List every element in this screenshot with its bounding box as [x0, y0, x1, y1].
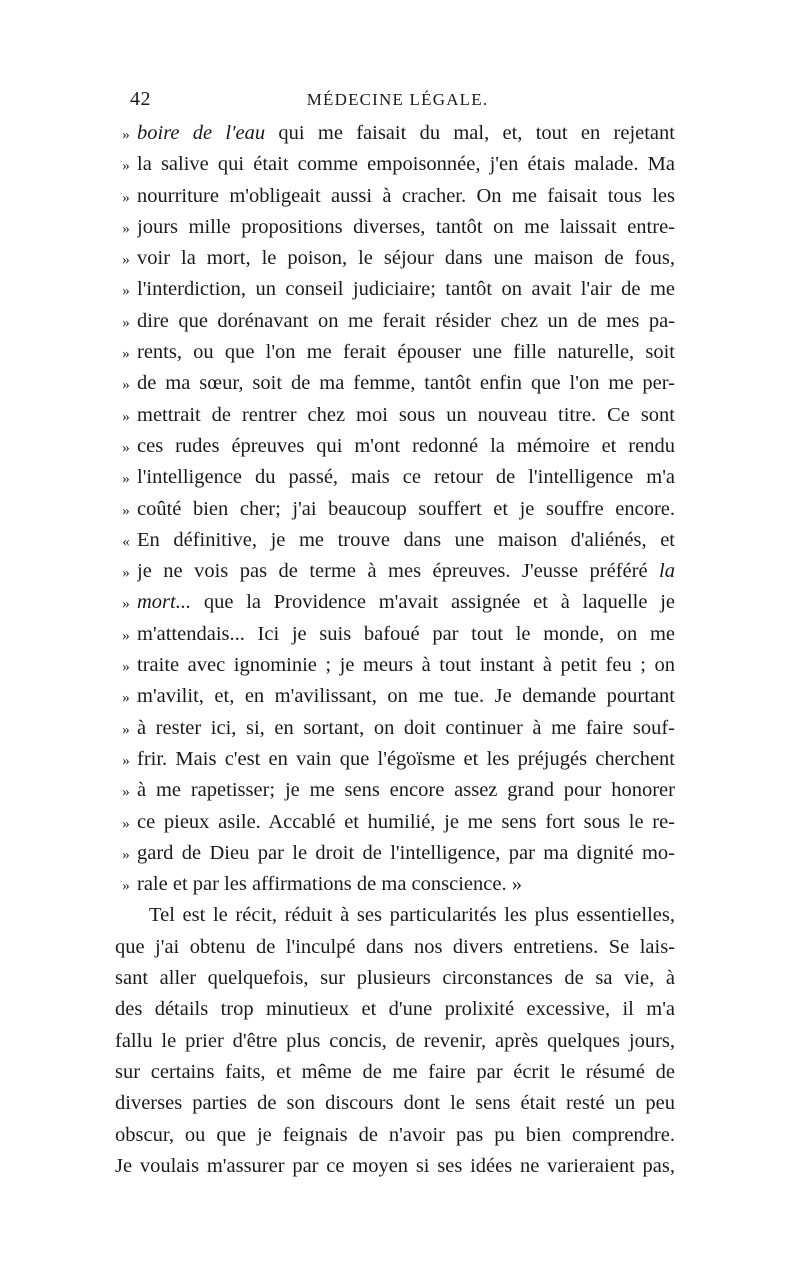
- quote-mark: »: [122, 627, 130, 644]
- quote-mark: »: [122, 158, 130, 175]
- line-text: à me rapetisser; je me sens encore assez grand pour honorer: [137, 779, 675, 802]
- line-text: dire que dorénavant on me ferait résider chez un de mes pa-: [137, 309, 675, 332]
- quote-mark: »: [122, 596, 130, 613]
- quote-mark: »: [122, 408, 130, 425]
- quoted-line: [115, 181, 675, 212]
- quoted-line: [115, 494, 675, 525]
- quoted-line: [115, 149, 675, 180]
- line-text: boire de l'eau qui me faisait du mal, et, tout en rejetant: [137, 122, 675, 144]
- quoted-line: [115, 368, 675, 399]
- quoted-line: [115, 400, 675, 431]
- line-text: jours mille propositions diverses, tantôt on me laissait entre-: [137, 215, 675, 238]
- quoted-line: [115, 587, 675, 618]
- line-text: de ma sœur, soit de ma femme, tantôt enfin que l'on me per-: [137, 372, 675, 395]
- page-number: 42: [130, 88, 151, 110]
- paragraph-line: [115, 963, 675, 994]
- body-text: [115, 118, 675, 1182]
- running-title: MÉDECINE LÉGALE.: [306, 90, 489, 109]
- line-text: m'attendais... Ici je suis bafoué par tout le monde, on me: [137, 622, 675, 645]
- quoted-line: [115, 556, 675, 587]
- quoted-line: [115, 462, 675, 493]
- line-text: rents, ou que l'on me ferait épouser une fille naturelle, soit: [137, 341, 675, 364]
- line-text: coûté bien cher; j'ai beaucoup souffert et je souffre encore.: [137, 497, 675, 520]
- quote-mark: »: [122, 127, 130, 143]
- quote-mark: »: [122, 377, 130, 394]
- quoted-line: [115, 775, 675, 806]
- line-text: Tel est le récit, réduit à ses particularités les plus essentielles,: [149, 904, 675, 927]
- quote-mark: »: [122, 346, 130, 363]
- line-text: à rester ici, si, en sortant, on doit continuer à me faire souf-: [137, 716, 675, 739]
- quoted-line: [115, 869, 675, 900]
- line-text: m'avilit, et, en m'avilissant, on me tue. Je demande pourtant: [137, 685, 675, 708]
- line-text: traite avec ignominie ; je meurs à tout instant à petit feu ; on: [137, 654, 675, 677]
- paragraph-line: [115, 1026, 675, 1057]
- quoted-line: [115, 838, 675, 869]
- quoted-line: [115, 744, 675, 775]
- quoted-line: [115, 681, 675, 712]
- line-text: l'interdiction, un conseil judiciaire; tantôt on avait l'air de me: [137, 278, 675, 301]
- line-text: que j'ai obtenu de l'inculpé dans nos divers entretiens. Se lais-: [115, 935, 675, 958]
- quoted-line: [115, 118, 675, 149]
- line-text: des détails trop minutieux et d'une prolixité excessive, il m'a: [115, 998, 675, 1021]
- quoted-line: [115, 306, 675, 337]
- quoted-line: [115, 274, 675, 305]
- quoted-line: [115, 431, 675, 462]
- quote-mark: »: [122, 252, 130, 269]
- quote-mark: »: [122, 752, 130, 769]
- line-text: la salive qui était comme empoisonnée, j'en étais malade. Ma: [137, 153, 675, 176]
- quoted-line: [115, 525, 675, 556]
- line-text: nourriture m'obligeait aussi à cracher. On me faisait tous les: [137, 184, 675, 207]
- quoted-line: [115, 212, 675, 243]
- quote-mark: »: [122, 189, 130, 206]
- line-text: mort... que la Providence m'avait assignée et à laquelle je: [137, 591, 675, 614]
- line-text: ce pieux asile. Accablé et humilié, je me sens fort sous le re-: [137, 810, 675, 833]
- line-text: gard de Dieu par le droit de l'intelligence, par ma dignité mo-: [137, 841, 675, 864]
- quote-mark: »: [122, 471, 130, 488]
- quote-mark: »: [122, 846, 130, 863]
- quote-mark: »: [122, 878, 130, 895]
- quote-mark: »: [122, 690, 130, 707]
- quote-mark: »: [122, 721, 130, 738]
- quote-mark: »: [122, 439, 130, 456]
- line-text: frir. Mais c'est en vain que l'égoïsme et les préjugés cherchent: [137, 747, 675, 770]
- paragraph-line: [115, 994, 675, 1025]
- line-text: fallu le prier d'être plus concis, de revenir, après quelques jours,: [115, 1029, 675, 1052]
- quote-mark: »: [122, 815, 130, 832]
- quoted-line: [115, 337, 675, 368]
- line-text: voir la mort, le poison, le séjour dans une maison de fous,: [137, 247, 675, 270]
- quote-mark: »: [122, 659, 130, 676]
- line-text: mettrait de rentrer chez moi sous un nouveau titre. Ce sont: [137, 403, 675, 426]
- quote-mark: »: [122, 565, 130, 582]
- quote-mark: »: [122, 502, 130, 519]
- quoted-line: [115, 243, 675, 274]
- paragraph-line: [115, 1120, 675, 1151]
- line-text: ces rudes épreuves qui m'ont redonné la mémoire et rendu: [137, 434, 675, 457]
- page-header: [125, 88, 670, 118]
- paragraph-line: [115, 1151, 675, 1182]
- line-text: obscur, ou que je feignais de n'avoir pas pu bien comprendre.: [115, 1123, 675, 1146]
- quoted-line: [115, 807, 675, 838]
- quote-mark: »: [122, 314, 130, 331]
- line-text: rale et par les affirmations de ma conscience. »: [137, 873, 522, 896]
- line-text: l'intelligence du passé, mais ce retour de l'intelligence m'a: [137, 466, 675, 489]
- paragraph-line: [115, 1057, 675, 1088]
- quote-mark: »: [122, 784, 130, 801]
- line-text: sur certains faits, et même de me faire par écrit le résumé de: [115, 1060, 675, 1083]
- quote-mark: «: [122, 533, 130, 550]
- quote-mark: »: [122, 220, 130, 237]
- paragraph-line: [115, 900, 675, 931]
- line-text: je ne vois pas de terme à mes épreuves. J'eusse préféré la: [137, 560, 675, 583]
- paragraph-line: [115, 1088, 675, 1119]
- line-text: diverses parties de son discours dont le sens était resté un peu: [115, 1092, 675, 1115]
- quoted-line: [115, 619, 675, 650]
- quoted-line: [115, 650, 675, 681]
- paragraph-line: [115, 932, 675, 963]
- line-text: En définitive, je me trouve dans une maison d'aliénés, et: [137, 528, 675, 551]
- quoted-line: [115, 713, 675, 744]
- quote-mark: »: [122, 283, 130, 300]
- line-text: Je voulais m'assurer par ce moyen si ses idées ne varieraient pas,: [115, 1154, 675, 1177]
- line-text: sant aller quelquefois, sur plusieurs circonstances de sa vie, à: [115, 967, 675, 990]
